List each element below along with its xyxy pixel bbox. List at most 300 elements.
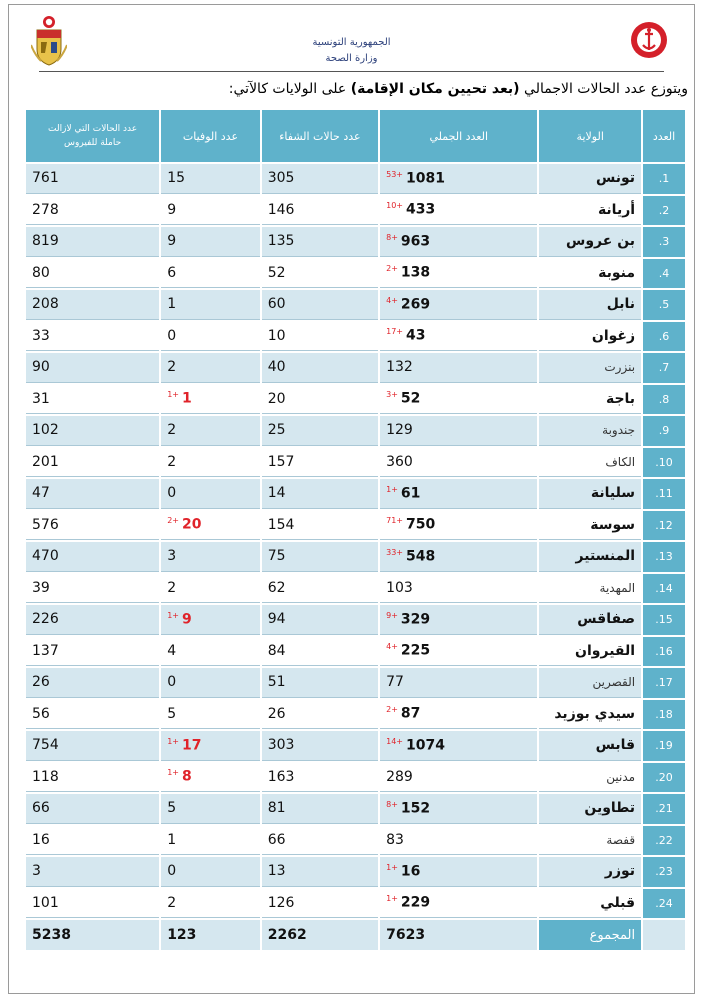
active-cases (26, 826, 159, 856)
col-header-active-line1: عدد الحالات التي لازالت (48, 124, 138, 134)
col-header-governorate: الولاية (539, 110, 641, 162)
recovered-cases (262, 794, 378, 824)
governorate-name-value: سيدي بوزيد (554, 705, 636, 722)
table-row (26, 227, 685, 257)
table-row (26, 700, 685, 730)
total-cases (380, 542, 537, 572)
row-number-value: 12. (655, 518, 673, 532)
governorate-name (539, 164, 641, 194)
recovered-cases-value: 154 (267, 516, 295, 533)
table-row (26, 794, 685, 824)
governorate-name-value: زغوان (591, 327, 636, 344)
deaths-increment: 1+ (167, 610, 179, 620)
recovered-cases-value: 62 (267, 579, 286, 596)
row-number (643, 857, 685, 887)
deaths (161, 542, 260, 572)
active-cases (26, 385, 159, 415)
deaths-value: 2 (167, 894, 177, 911)
governorate-name (539, 322, 641, 352)
intro-bold: (بعد تحيين مكان الإقامة) (350, 81, 520, 97)
governorate-name-value: جندوبة (602, 423, 636, 438)
deaths-value: 0 (167, 485, 177, 502)
governorate-name-value: القيروان (575, 642, 636, 659)
header-divider (39, 71, 664, 72)
governorate-name-value: بنزرت (604, 360, 636, 375)
deaths (161, 353, 260, 383)
row-number-value: 8. (658, 392, 670, 406)
recovered-cases (262, 385, 378, 415)
total-cases-value: 87 (400, 706, 421, 723)
row-number-value: 21. (655, 802, 673, 816)
total-cases-increment: 4+ (386, 295, 398, 305)
governorate-name-value: صفاقس (577, 611, 636, 628)
row-number (643, 889, 685, 919)
recovered-cases-value: 303 (267, 737, 295, 754)
recovered-cases (262, 605, 378, 635)
governorate-name (539, 826, 641, 856)
deaths (161, 290, 260, 320)
active-cases-value: 16 (32, 831, 50, 848)
table-row (26, 763, 685, 793)
recovered-cases-value: 40 (267, 359, 286, 376)
total-cases-increment: 17+ (386, 327, 403, 337)
total-cases-value: 433 (406, 202, 436, 219)
total-cases-value: 1074 (406, 737, 445, 754)
recovered-cases (262, 290, 378, 320)
governorate-name (539, 700, 641, 730)
total-cases (380, 322, 537, 352)
recovered-cases-value: 20 (267, 390, 286, 407)
recovered-cases (262, 448, 378, 478)
table-row (26, 290, 685, 320)
active-cases (26, 448, 159, 478)
intro-prefix: ويتوزع عدد الحالات الاجمالي (524, 81, 688, 97)
deaths-value: 9 (167, 201, 177, 218)
col-header-recovered: عدد حالات الشفاء (262, 110, 378, 162)
deaths (161, 479, 260, 509)
governorate-name-value: تونس (595, 170, 636, 187)
table-row (26, 416, 685, 446)
republic-name: الجمهورية التونسية (312, 37, 391, 48)
total-cases-value: 83 (386, 831, 404, 848)
active-cases-value: 66 (32, 800, 50, 817)
recovered-cases (262, 889, 378, 919)
totals-total: 7623 (380, 920, 537, 950)
recovered-cases-value: 84 (267, 642, 286, 659)
deaths-value: 2 (167, 453, 177, 470)
deaths (161, 826, 260, 856)
active-cases-value: 201 (32, 453, 59, 470)
active-cases (26, 889, 159, 919)
total-cases (380, 448, 537, 478)
deaths (161, 700, 260, 730)
row-number-value: 1. (658, 172, 670, 186)
recovered-cases-value: 60 (267, 296, 286, 313)
row-number-value: 15. (655, 613, 673, 627)
recovered-cases-value: 135 (267, 233, 295, 250)
total-cases-increment: 2+ (386, 705, 398, 715)
row-number (643, 511, 685, 541)
governorate-name-value: سوسة (590, 516, 636, 533)
deaths-value: 2 (167, 579, 177, 596)
active-cases (26, 322, 159, 352)
active-cases-value: 761 (32, 170, 59, 187)
active-cases (26, 511, 159, 541)
row-number-value: 24. (655, 896, 673, 910)
deaths (161, 763, 260, 793)
recovered-cases-value: 126 (267, 894, 295, 911)
deaths (161, 889, 260, 919)
active-cases-value: 80 (32, 264, 50, 281)
recovered-cases (262, 196, 378, 226)
total-cases (380, 479, 537, 509)
active-cases (26, 857, 159, 887)
row-number-value: 22. (655, 833, 673, 847)
row-number (643, 763, 685, 793)
active-cases (26, 731, 159, 761)
active-cases-value: 102 (32, 422, 59, 439)
recovered-cases-value: 66 (267, 831, 286, 848)
governorate-name (539, 763, 641, 793)
total-cases-increment: 1+ (386, 862, 398, 872)
active-cases (26, 290, 159, 320)
governorate-name (539, 290, 641, 320)
total-cases-increment: 8+ (386, 799, 398, 809)
total-cases (380, 605, 537, 635)
table-row (26, 637, 685, 667)
recovered-cases-value: 10 (267, 327, 286, 344)
deaths-increment: 1+ (167, 736, 179, 746)
total-cases-value: 129 (386, 422, 413, 439)
active-cases-value: 90 (32, 359, 50, 376)
total-cases (380, 511, 537, 541)
deaths-value: 4 (167, 642, 177, 659)
table-row (26, 385, 685, 415)
deaths-increment: 2+ (167, 516, 179, 526)
recovered-cases (262, 574, 378, 604)
total-cases (380, 794, 537, 824)
active-cases-value: 576 (32, 516, 59, 533)
active-cases (26, 259, 159, 289)
total-cases-value: 77 (386, 674, 404, 691)
total-cases-value: 103 (386, 579, 413, 596)
total-cases-increment: 4+ (386, 642, 398, 652)
deaths (161, 227, 260, 257)
deaths-value: 8 (181, 769, 192, 786)
deaths (161, 637, 260, 667)
active-cases (26, 605, 159, 635)
row-number (643, 668, 685, 698)
total-cases (380, 259, 537, 289)
governorate-name (539, 259, 641, 289)
governorate-name (539, 794, 641, 824)
total-cases-increment: 14+ (386, 736, 403, 746)
row-number-value: 9. (658, 424, 670, 438)
total-cases-increment: 8+ (386, 232, 398, 242)
governorate-name-value: باجة (605, 390, 636, 407)
letterhead (9, 5, 694, 75)
row-number (643, 794, 685, 824)
recovered-cases-value: 14 (267, 485, 286, 502)
deaths (161, 605, 260, 635)
red-crescent-anchor-logo-icon (630, 21, 668, 59)
deaths-value: 5 (167, 705, 177, 722)
deaths-value: 1 (181, 391, 192, 408)
governorate-name (539, 479, 641, 509)
row-number (643, 479, 685, 509)
governorate-name-value: تطاوين (584, 800, 636, 817)
active-cases-value: 101 (32, 894, 59, 911)
total-cases (380, 416, 537, 446)
active-cases-value: 819 (32, 233, 59, 250)
governorate-name (539, 385, 641, 415)
deaths-value: 6 (167, 264, 177, 281)
totals-spacer (643, 920, 685, 950)
active-cases (26, 763, 159, 793)
total-cases-value: 360 (386, 453, 413, 470)
deaths-value: 9 (181, 611, 192, 628)
deaths-increment: 1+ (167, 768, 179, 778)
total-cases-value: 225 (400, 643, 431, 660)
total-cases (380, 353, 537, 383)
intro-sentence (229, 81, 688, 97)
recovered-cases (262, 164, 378, 194)
deaths-value: 1 (167, 296, 177, 313)
recovered-cases (262, 637, 378, 667)
active-cases (26, 542, 159, 572)
governorate-name (539, 668, 641, 698)
total-cases-value: 52 (400, 391, 421, 408)
row-number-value: 3. (658, 235, 670, 249)
deaths-value: 0 (167, 674, 177, 691)
governorate-name-value: الكاف (605, 454, 636, 469)
active-cases-value: 137 (32, 642, 59, 659)
deaths-value: 9 (167, 233, 177, 250)
row-number (643, 353, 685, 383)
total-cases-increment: 10+ (386, 201, 403, 211)
governorate-name (539, 605, 641, 635)
total-cases-increment: 1+ (386, 484, 398, 494)
row-number-value: 4. (658, 266, 670, 280)
deaths (161, 574, 260, 604)
recovered-cases-value: 94 (267, 611, 286, 628)
total-cases (380, 290, 537, 320)
row-number (643, 290, 685, 320)
governorate-name (539, 353, 641, 383)
deaths (161, 259, 260, 289)
recovered-cases-value: 81 (267, 800, 286, 817)
col-header-deaths: عدد الوفيات (161, 110, 260, 162)
active-cases-value: 31 (32, 390, 50, 407)
governorate-name (539, 448, 641, 478)
recovered-cases (262, 416, 378, 446)
table-row (26, 574, 685, 604)
active-cases-value: 3 (32, 863, 41, 880)
table-header-row (26, 110, 685, 162)
recovered-cases (262, 227, 378, 257)
total-cases-value: 269 (400, 296, 431, 313)
governorate-name-value: بن عروس (566, 233, 636, 250)
recovered-cases (262, 826, 378, 856)
active-cases (26, 700, 159, 730)
total-cases-increment: 71+ (386, 516, 403, 526)
governorate-name-value: المنستير (575, 548, 636, 565)
recovered-cases-value: 146 (267, 201, 295, 218)
deaths (161, 731, 260, 761)
deaths (161, 322, 260, 352)
total-cases-increment: 1+ (386, 894, 398, 904)
table-row (26, 826, 685, 856)
active-cases-value: 118 (32, 768, 59, 785)
deaths (161, 164, 260, 194)
recovered-cases (262, 668, 378, 698)
total-cases (380, 227, 537, 257)
governorate-name (539, 889, 641, 919)
table-row (26, 542, 685, 572)
table-row (26, 196, 685, 226)
active-cases-value: 226 (32, 611, 59, 628)
active-cases-value: 56 (32, 705, 50, 722)
active-cases-value: 39 (32, 579, 50, 596)
recovered-cases-value: 51 (267, 674, 286, 691)
deaths (161, 668, 260, 698)
total-cases-value: 152 (400, 800, 431, 817)
total-cases-value: 16 (400, 863, 421, 880)
table-row (26, 322, 685, 352)
row-number-value: 13. (655, 550, 673, 564)
totals-active: 5238 (26, 920, 159, 950)
row-number (643, 416, 685, 446)
total-cases (380, 857, 537, 887)
deaths-value: 2 (167, 359, 177, 376)
deaths-value: 0 (167, 863, 177, 880)
table-row (26, 511, 685, 541)
total-cases-increment: 53+ (386, 169, 403, 179)
governorate-name-value: قفصة (606, 832, 636, 847)
governorate-name (539, 731, 641, 761)
total-cases-value: 61 (400, 485, 421, 502)
total-cases-value: 229 (400, 895, 431, 912)
totals-row (26, 920, 685, 950)
intro-suffix: على الولايات كالآتي: (228, 81, 347, 97)
recovered-cases (262, 731, 378, 761)
row-number (643, 164, 685, 194)
deaths-value: 20 (181, 517, 202, 534)
ministry-name: وزارة الصحة (325, 53, 378, 64)
governorate-name-value: مدنين (606, 769, 636, 784)
governorate-name (539, 511, 641, 541)
table-row (26, 857, 685, 887)
active-cases (26, 196, 159, 226)
totals-recovered: 2262 (262, 920, 378, 950)
active-cases-value: 26 (32, 674, 50, 691)
total-cases-increment: 3+ (386, 390, 398, 400)
recovered-cases (262, 511, 378, 541)
row-number (643, 542, 685, 572)
col-header-active (26, 110, 159, 162)
recovered-cases-value: 305 (267, 170, 295, 187)
recovered-cases-value: 52 (267, 264, 286, 281)
total-cases-value: 750 (406, 517, 436, 534)
governorate-name-value: القصرين (592, 675, 636, 690)
deaths-value: 17 (181, 737, 202, 754)
total-cases (380, 826, 537, 856)
table-row (26, 479, 685, 509)
row-number-value: 5. (658, 298, 670, 312)
table-row (26, 259, 685, 289)
total-cases (380, 700, 537, 730)
active-cases-value: 470 (32, 548, 59, 565)
row-number (643, 227, 685, 257)
row-number (643, 731, 685, 761)
total-cases-value: 548 (406, 548, 436, 565)
recovered-cases-value: 157 (267, 453, 295, 470)
total-cases-increment: 9+ (386, 610, 398, 620)
total-cases-value: 963 (400, 233, 431, 250)
row-number (643, 605, 685, 635)
table-row (26, 448, 685, 478)
governorate-name (539, 637, 641, 667)
table-row (26, 353, 685, 383)
active-cases (26, 574, 159, 604)
col-header-active-line2: حاملة للفيروس (64, 138, 122, 148)
recovered-cases (262, 479, 378, 509)
row-number-value: 23. (655, 865, 673, 879)
row-number (643, 826, 685, 856)
total-cases-increment: 33+ (386, 547, 403, 557)
recovered-cases (262, 542, 378, 572)
total-cases-value: 1081 (406, 170, 445, 187)
col-header-total: العدد الجملي (380, 110, 537, 162)
recovered-cases (262, 353, 378, 383)
totals-label: المجموع (539, 920, 641, 950)
recovered-cases (262, 322, 378, 352)
recovered-cases (262, 763, 378, 793)
governorate-name-value: نابل (606, 296, 636, 313)
total-cases (380, 637, 537, 667)
governorate-name (539, 857, 641, 887)
cases-by-governorate-table (24, 108, 687, 952)
table-row (26, 164, 685, 194)
recovered-cases-value: 75 (267, 548, 286, 565)
recovered-cases-value: 13 (267, 863, 286, 880)
table-row (26, 889, 685, 919)
governorate-name-value: أريانة (597, 201, 636, 218)
row-number-value: 20. (655, 770, 673, 784)
row-number-value: 17. (655, 676, 673, 690)
letterhead-text (9, 35, 694, 67)
deaths-value: 15 (167, 170, 186, 187)
deaths-value: 3 (167, 548, 177, 565)
row-number-value: 18. (655, 707, 673, 721)
active-cases (26, 668, 159, 698)
active-cases (26, 794, 159, 824)
total-cases (380, 889, 537, 919)
total-cases (380, 385, 537, 415)
deaths-value: 5 (167, 800, 177, 817)
deaths-increment: 1+ (167, 390, 179, 400)
active-cases (26, 164, 159, 194)
total-cases-value: 329 (400, 611, 431, 628)
governorate-name (539, 196, 641, 226)
governorate-name (539, 574, 641, 604)
row-number-value: 2. (658, 203, 670, 217)
governorate-name-value: توزر (604, 863, 636, 880)
row-number-value: 16. (655, 644, 673, 658)
total-cases-value: 132 (386, 359, 413, 376)
row-number (643, 700, 685, 730)
total-cases-increment: 2+ (386, 264, 398, 274)
